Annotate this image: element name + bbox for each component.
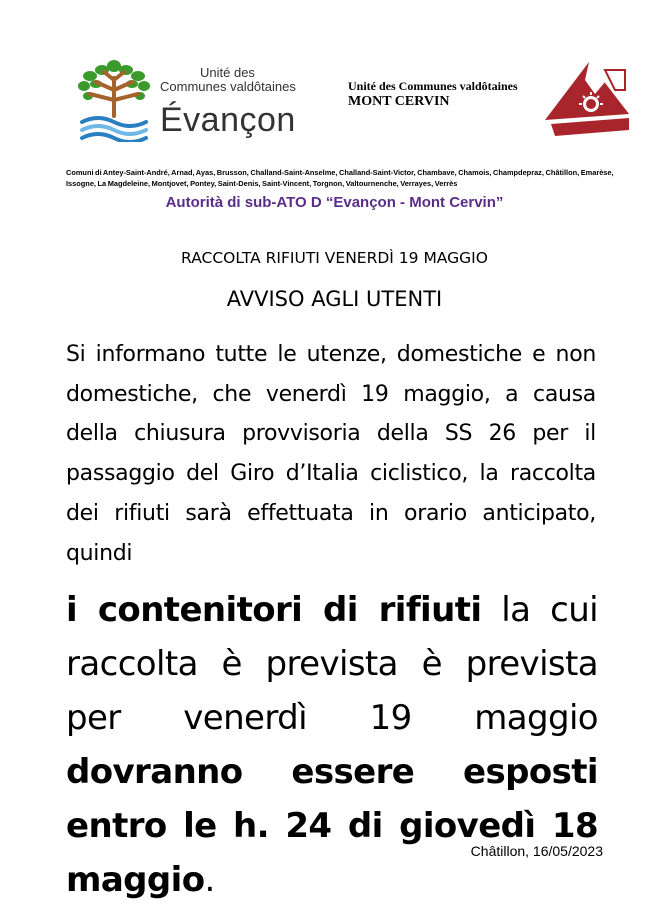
emphasis-bold-2: dovranno essere esposti entro le h. 24 di giovedì 18 maggio <box>66 752 598 900</box>
emphasis-bold-1: i contenitori di rifiuti <box>66 590 482 630</box>
notice-subheading: AVVISO AGLI UTENTI <box>226 287 443 311</box>
emphasis-middle: la cui raccolta è prevista è prevista per venerdì 19 maggio <box>66 590 598 738</box>
comuni-list: Comuni di Antey-Saint-André, Arnad, Ayas, Brusson, Challand-Saint-Anselme, Challand-Saint-Victor, Chambave, Chamois, Champdepraz, Châtillon, Emarèse, Issogne, La Magdeleine, Montjovet, Pontey, Saint-Denis, Saint-Vincent, Torgnon, Valtournenche, Verrayes, Verrès <box>66 168 614 188</box>
evancon-tree-logo <box>74 58 154 142</box>
notice-heading: RACCOLTA RIFIUTI VENERDÌ 19 MAGGIO <box>181 249 488 267</box>
evancon-line1: Unité des <box>200 65 255 80</box>
autorita-title: Autorità di sub-ATO D “Evançon - Mont Cervin” <box>165 194 504 211</box>
evancon-name: Évançon <box>160 101 296 139</box>
evancon-line2: Communes valdôtaines <box>160 79 296 94</box>
notice-paragraph: Si informano tutte le utenze, domestiche e non domestiche, che venerdì 19 maggio, a causa della chiusura provvisoria della SS 26 per il passaggio del Giro d’Italia ciclistico, la raccolta dei rifiuti sarà effettuata in orario anticipato, quindi <box>66 342 596 566</box>
place-date: Châtillon, 16/05/2023 <box>470 843 603 859</box>
evancon-title-block <box>160 66 296 142</box>
montcervin-line2: MONT CERVIN <box>348 94 450 109</box>
montcervin-title-block <box>348 79 518 111</box>
montcervin-mountain-logo <box>545 60 629 148</box>
montcervin-line1: Unité des Communes valdôtaines <box>348 79 518 93</box>
emphasis-end: . <box>204 860 215 900</box>
